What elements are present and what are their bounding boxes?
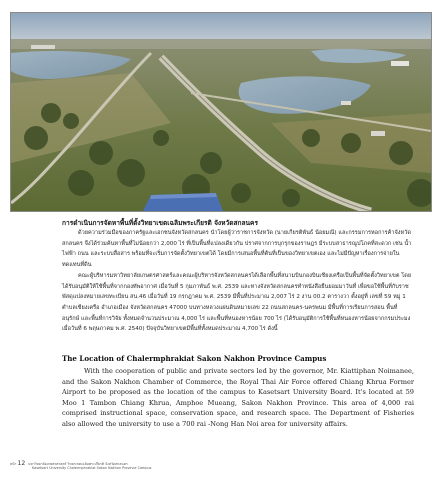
thai-section-heading: การดำเนินการจัดหาพื้นที่ตั้งวิทยาเขตเฉลิมพระเกียรติ จังหวัดสกลนคร [62, 219, 259, 227]
english-paragraph: With the cooperation of public and private sectors led by the governor, Mr. Kiattiphan Noimanee, and the Sakon Nakhon Chamber of Commerce, the Royal Thai Air Force offered Chiang Khrua Former Airport to be proposed as the location of the campus to Kasetsart University Board. It's located at 59 Moo 1 Tambon Chiang Khrua, Amphoe Mueang, Sakon Nakhon Province. This area of 4,000 rai comprised instructional space, conservation space, and research space. The Department of Fisheries also allowed the university to use a 700 rai -Nong Han Noi area for university affairs. [62, 367, 414, 428]
campus-aerial-photo [10, 12, 432, 212]
aerial-campus-photo [11, 13, 431, 211]
english-section-heading: The Location of Chalermphrakiat Sakon Nakhon Province Campus [62, 354, 327, 363]
thai-paragraph: คณะผู้บริหารมหาวิทยาลัยเกษตรศาสตร์และคณะผู้บริหารจังหวัดสกลนครได้เลือกพื้นที่สนามบินกองบินเชียงเครือเป็นพื้นที่จัดตั้งวิทยาเขต โดยได้รับอนุมัติให้ใช้พื้นที่จากกองทัพอากาศ เมื่อวันที่ 5 กุมภาพันธ์ พ.ศ. 2539 และทางจังหวัดสกลนครทำหนังสือยืนยอมมาวันที่ เพื่อขอใช้พื้นที่กับราชพัสดุแปลงหมายเลขทะเบียน สน.46 เมื่อวันที่ 19 กรกฎาคม พ.ศ. 2539 มีพื้นที่ประมาณ 2,007 ไร่ 2 งาน 00.2 ตารางวา ตั้งอยู่ที่ เลขที่ 59 หมู่ 1 ตำบลเชียงเครือ อำเภอเมือง จังหวัดสกลนคร 47000 บนทางหลวงแผ่นดินหมายเลข 22 ถนนสกลนคร-นครพนม มีพื้นที่การเรียนการสอน พื้นที่อนุรักษ์ และพื้นที่การวิจัย ทั้งหมดจำนวนประมาณ 4,000 ไร่ และพื้นที่หนองหารน้อย 700 ไร่ (ได้รับอนุมัติการใช้พื้นที่หนองหารน้อยจากกรมประมง เมื่อวันที่ 6 พฤษภาคม พ.ศ. 2540) ปัจจุบันวิทยาเขตมีพื้นที่ทั้งหมดประมาณ 4,700 ไร่ ดังนี้ [62, 272, 412, 333]
footer-line-english: Kasetsart University Chalermphrakiat Sakon Nakhon Province Campus [32, 466, 152, 471]
thai-paragraph: ด้วยความร่วมมือของภาครัฐและเอกชนจังหวัดสกลนคร นำโดยผู้ว่าราชการจังหวัด (นายเกียรติพันธ์ น้อยมณี) และกรรมการหอการค้าจังหวัดสกลนคร จึงได้ร่วมค้นหาพื้นที่ไม่น้อยกว่า 2,000 ไร่ ที่เป็นพื้นที่แปลงเดียวกัน ปราศจากการบุกรุกของราษฎร มีระบบสาธารณูปโภคที่สะดวก เช่น น้ำ ไฟฟ้า ถนน และระบบสื่อสาร พร้อมที่จะเริ่มการจัดตั้งวิทยาเขตได้ โดยมีการเสนอพื้นที่ต้นที่เป็นของวิทยาเขตเอง และไม่มีปัญหาเรื่องการจ่ายในทดแทนที่ดิน [62, 230, 412, 269]
page-footer [10, 462, 160, 470]
footer-line-thai: มหาวิทยาลัยเกษตรศาสตร์ วิทยาเขตเฉลิมพระเกียรติ จังหวัดสกลนคร [28, 462, 128, 466]
page-number: 12 [17, 460, 26, 467]
english-body-text [62, 366, 414, 430]
page-label: หน้า [10, 462, 17, 466]
thai-body-text [62, 228, 412, 335]
